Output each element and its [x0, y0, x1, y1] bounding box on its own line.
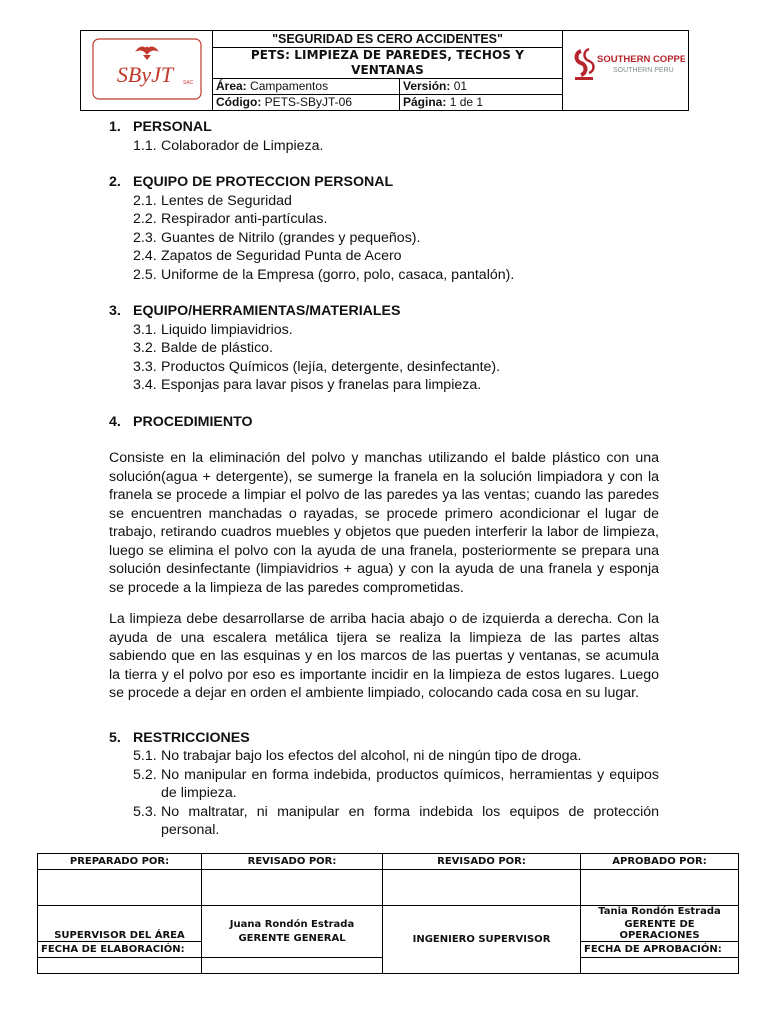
signature-space [202, 870, 383, 906]
signature-space [581, 870, 739, 906]
slogan: "SEGURIDAD ES CERO ACCIDENTES" [213, 31, 563, 48]
approval-date-value [581, 958, 739, 974]
approval-date-label: FECHA DE APROBACIÓN: [581, 942, 739, 958]
list-item: 2.2. Respirador anti-partículas. [133, 211, 328, 227]
pets-title: PETS: LIMPIEZA DE PAREDES, TECHOS Y VENTANAS [213, 48, 563, 79]
list-item: 1.1. Colaborador de Limpieza. [133, 137, 324, 154]
preparation-date-label: FECHA DE ELABORACIÓN: [38, 942, 202, 958]
list-item: 2.1. Lentes de Seguridad [133, 192, 292, 209]
approver-cell [581, 906, 739, 942]
sbyjt-logo-graphic [87, 36, 207, 102]
pagina-value: 1 de 1 [449, 95, 484, 109]
document-body [109, 118, 659, 840]
procedure-paragraph: Consiste en la eliminación del polvo y manchas utilizando el balde plástico con una solución(agua + detergente), se sumerge la franela en la solución limpiadora y con la franela se procede a limpiar el polvo de las paredes ya las ventas; cuando las paredes se encuentren manchadas o rayadas, se procede primero acondicionar el lugar de trabajo, retirando cuadros muebles y objetos que pueden interferir la labor de limpieza, luego se elimina el polvo con la ayuda de una franela, posteriormente se prepara una solución desinfectante (limpiavidrios + agua) y con la ayuda de una franela y esponja se procede a la limpieza de las paredes comprometidas. [109, 450, 659, 596]
reviewer-1-name: Juana Rondón Estrada [229, 919, 355, 930]
approved-by-header: APROBADO POR: [581, 854, 739, 870]
svg-text:SAC: SAC [182, 79, 193, 86]
approver-role: GERENTE DE OPERACIONES [619, 919, 700, 941]
section-items [109, 192, 659, 285]
sbyjt-logo [81, 31, 213, 111]
version-value: 01 [453, 79, 468, 93]
reviewed-by-header: REVISADO POR: [202, 854, 383, 870]
prepared-by-header: PREPARADO POR: [38, 854, 202, 870]
area-value: Campamentos [250, 79, 329, 93]
preparation-date-value [38, 958, 202, 974]
version-cell: Versión: 01 [400, 79, 563, 95]
procedure-paragraph: La limpieza debe desarrollarse de arriba hacia abajo o de izquierda a derecha. Con la ayuda de una escalera metálica tijera se realiza la limpieza de las partes altas sabiendo que en las esquinas y en los marcos de las puertas y ventanas, se acumula la tierra y el polvo por eso es importante incidir en la limpieza de estos lugares. Luego se procede a dejar en orden el ambiente limpiado, colocando cada cosa en su lugar. [109, 611, 659, 701]
codigo-value: PETS-SByJT-06 [264, 95, 353, 109]
reviewer-1-date [202, 958, 383, 974]
area-cell: Área: Campamentos [213, 79, 400, 95]
list-item: 2.5. Uniforme de la Empresa (gorro, polo, casaca, pantalón). [133, 266, 515, 283]
list-item: 3.2. Balde de plástico. [133, 340, 273, 356]
list-item: 5.3. No maltratar, ni manipular en forma indebida los equipos de protección personal. [133, 803, 659, 838]
southern-copper-logo [563, 31, 689, 111]
reviewer-1-cell [202, 906, 383, 958]
section-title: 1. PERSONAL [109, 119, 212, 135]
reviewer-2-role: INGENIERO SUPERVISOR [383, 906, 581, 974]
svg-text:SOUTHERN PERU: SOUTHERN PERU [612, 66, 674, 74]
approver-name: Tania Rondón Estrada [598, 906, 721, 917]
section-title: 3. EQUIPO/HERRAMIENTAS/MATERIALES [109, 303, 401, 319]
section-title: 4. PROCEDIMIENTO [109, 413, 253, 430]
preparer-role: SUPERVISOR DEL ÁREA [38, 906, 202, 942]
reviewer-1-role: GERENTE GENERAL [238, 933, 346, 944]
svg-text:SOUTHERN COPPER: SOUTHERN COPPER [596, 53, 685, 65]
section-title: 2. EQUIPO DE PROTECCION PERSONAL [109, 174, 394, 190]
dove-icon [135, 46, 159, 60]
list-item: 3.4. Esponjas para lavar pisos y franelas para limpieza. [133, 377, 482, 393]
signature-table [37, 853, 739, 974]
section-items [109, 137, 659, 156]
section-items [109, 321, 659, 395]
southern-emblem-icon [575, 49, 594, 80]
section-items [109, 747, 659, 840]
list-item: 3.3. Productos Químicos (lejía, detergente, desinfectante). [133, 358, 501, 375]
signature-space [38, 870, 202, 906]
list-item: 3.1. Liquido limpiavidrios. [133, 321, 293, 338]
list-item: 5.1. No trabajar bajo los efectos del alcohol, ni de ningún tipo de droga. [133, 748, 582, 764]
section-title: 5. RESTRICCIONES [109, 729, 250, 746]
reviewed-by-header: REVISADO POR: [383, 854, 581, 870]
sbyjt-logo-text: SByJT [116, 61, 173, 87]
southern-copper-logo-graphic [567, 39, 685, 99]
pagina-cell: Página: 1 de 1 [400, 95, 563, 111]
list-item: 5.2. No manipular en forma indebida, productos químicos, herramientas y equipos de limpieza. [133, 766, 659, 801]
signature-space [383, 870, 581, 906]
document-header-table [80, 30, 689, 111]
codigo-cell: Código: PETS-SByJT-06 [213, 95, 400, 111]
list-item: 2.4. Zapatos de Seguridad Punta de Acero [133, 248, 402, 264]
list-item: 2.3. Guantes de Nitrilo (grandes y pequeños). [133, 229, 421, 246]
